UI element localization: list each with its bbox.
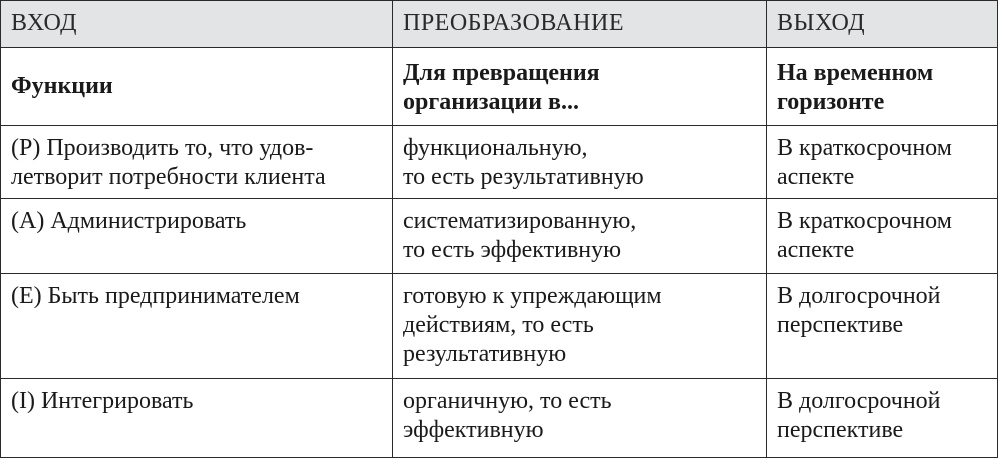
subheader-transform: [393, 48, 767, 125]
cell-line: функциональную,: [403, 135, 588, 161]
table-row: [1, 379, 997, 457]
row-output-cell: [767, 199, 997, 273]
row-input-cell: [1, 274, 393, 378]
table-row: [1, 126, 997, 199]
cell-line: то есть результативную: [403, 164, 644, 190]
row-output-cell: [767, 126, 997, 198]
cell-line: (A) Администрировать: [11, 208, 247, 234]
cell-line: результативную: [403, 341, 567, 367]
row-transform-cell: [393, 379, 767, 457]
cell-line: В краткосрочном: [777, 208, 952, 234]
cell-line: (E) Быть предпринимателем: [11, 283, 300, 309]
row-input-cell: [1, 126, 393, 198]
row-transform-cell: [393, 199, 767, 273]
row-output-cell: [767, 274, 997, 378]
cell-line: действиям, то есть: [403, 312, 594, 338]
cell-line: аспекте: [777, 237, 855, 263]
header-input: ВХОД: [1, 1, 393, 47]
table-subheader-row: [1, 48, 997, 126]
cell-line: систематизированную,: [403, 208, 637, 234]
cell-line: то есть эффективную: [403, 237, 622, 263]
cell-line: органичную, то есть: [403, 388, 612, 414]
header-transform: ПРЕОБРАЗОВАНИЕ: [393, 1, 767, 47]
row-transform-cell: [393, 126, 767, 198]
row-transform-cell: [393, 274, 767, 378]
table-row: [1, 199, 997, 274]
table-header-row: [1, 1, 997, 48]
subheader-horizon-line: горизонте: [777, 89, 885, 115]
cell-line: эффективную: [403, 417, 544, 443]
cell-line: аспекте: [777, 164, 855, 190]
cell-line: перспективе: [777, 417, 904, 443]
cell-line: (P) Производить то, что удов-: [11, 135, 314, 161]
subheader-transform-line: организации в...: [403, 89, 579, 115]
cell-line: В долгосрочной: [777, 388, 941, 414]
subheader-transform-line: Для превращения: [403, 60, 600, 86]
table-row: [1, 274, 997, 379]
cell-line: перспективе: [777, 312, 904, 338]
subheader-horizon: [767, 48, 997, 125]
cell-line: готовую к упреждающим: [403, 283, 662, 309]
row-input-cell: [1, 199, 393, 273]
row-output-cell: [767, 379, 997, 457]
cell-line: (I) Интегрировать: [11, 388, 194, 414]
row-input-cell: [1, 379, 393, 457]
header-output: ВЫХОД: [777, 10, 866, 36]
cell-line: В краткосрочном: [777, 135, 952, 161]
cell-line: В долгосрочной: [777, 283, 941, 309]
subheader-functions: Функции: [1, 48, 393, 125]
subheader-horizon-line: На временном: [777, 60, 934, 86]
cell-line: летворит потребности клиента: [11, 164, 326, 190]
